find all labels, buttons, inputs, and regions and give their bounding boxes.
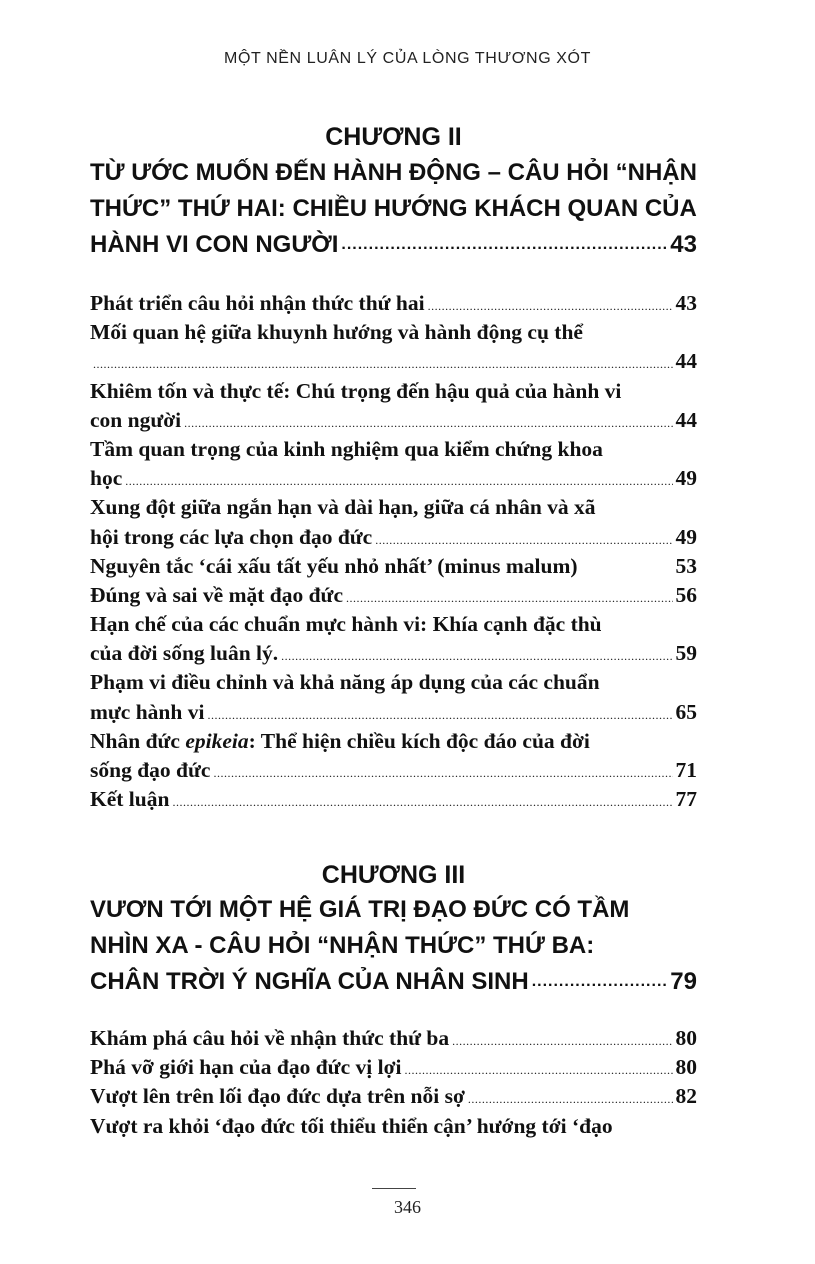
toc-entry[interactable]: Hạn chế của các chuẩn mực hành vi: Khía cạnh đặc thù (90, 612, 602, 637)
chapter-2-title (90, 155, 697, 263)
toc-entry[interactable]: Vượt lên trên lối đạo đức dựa trên nỗi sợ ..... 82 (90, 1082, 697, 1111)
page-number: 346 (394, 1197, 421, 1217)
toc-entry[interactable]: Xung đột giữa ngắn hạn và dài hạn, giữa cá nhân và xã (90, 495, 596, 520)
chapter-3-title-line-2: NHÌN XA - CÂU HỎI “NHẬN THỨC” THỨ BA: (90, 932, 595, 959)
toc-entry[interactable]: Nhân đức epikeia: Thể hiện chiều kích độc đáo của đời (90, 728, 590, 753)
toc-entry-cont[interactable]: mực hành vi ..... 65 (90, 698, 697, 727)
toc-entry[interactable]: Khám phá câu hỏi về nhận thức thứ ba ..... 80 (90, 1024, 697, 1053)
toc-entry-cont[interactable]: ..... 44 (90, 347, 697, 376)
toc-entry[interactable]: Nguyên tắc ‘cái xấu tất yếu nhỏ nhất’ (minus malum) 53 (90, 553, 697, 578)
chapter-2-title-line-1: TỪ ƯỚC MUỐN ĐẾN HÀNH ĐỘNG – CÂU HỎI “NHẬN (90, 159, 697, 186)
toc-entry-cont[interactable]: con người ..... 44 (90, 406, 697, 435)
toc-entry-cont[interactable]: học ..... 49 (90, 464, 697, 493)
toc-entry[interactable]: Tầm quan trọng của kinh nghiệm qua kiểm chứng khoa (90, 436, 603, 461)
chapter-3-title (90, 892, 697, 1000)
chapter-2-title-line-3: HÀNH VI CON NGƯỜI ..... 43 (90, 227, 697, 263)
chapter-2-title-line-2: THỨC” THỨ HAI: CHIỀU HƯỚNG KHÁCH QUAN CỦA (90, 195, 697, 222)
chapter-3-page: 79 (670, 968, 697, 995)
chapter-2-page: 43 (670, 231, 697, 258)
footer-rule (372, 1188, 416, 1189)
chapter-3-title-line-3: CHÂN TRỜI Ý NGHĨA CỦA NHÂN SINH ..... 79 (90, 964, 697, 1000)
toc-entry[interactable]: Vượt ra khỏi ‘đạo đức tối thiểu thiển cận’ hướng tới ‘đạo (90, 1113, 613, 1138)
toc-entry-cont[interactable]: hội trong các lựa chọn đạo đức ..... 49 (90, 523, 697, 552)
running-header: MỘT NỀN LUÂN LÝ CỦA LÒNG THƯƠNG XÓT (224, 50, 591, 67)
toc-entry[interactable]: Đúng và sai về mặt đạo đức ..... 56 (90, 581, 697, 610)
chapter-2-label: CHƯƠNG II (325, 123, 462, 151)
toc-entry[interactable]: Phạm vi điều chỉnh và khả năng áp dụng của các chuẩn (90, 670, 600, 695)
chapter-3-label: CHƯƠNG III (321, 861, 466, 889)
toc-entry[interactable]: Phát triển câu hỏi nhận thức thứ hai ..... 43 (90, 289, 697, 318)
toc-entry[interactable]: Phá vỡ giới hạn của đạo đức vị lợi ..... 80 (90, 1053, 697, 1082)
toc-entry[interactable]: Khiêm tốn và thực tế: Chú trọng đến hậu quả của hành vi (90, 378, 622, 403)
toc-entry-cont[interactable]: của đời sống luân lý. ..... 59 (90, 639, 697, 668)
chapter-2-entries (90, 289, 697, 814)
toc-entry-cont[interactable]: sống đạo đức ..... 71 (90, 756, 697, 785)
chapter-3-entries (90, 1024, 697, 1141)
chapter-3-title-line-1: VƯƠN TỚI MỘT HỆ GIÁ TRỊ ĐẠO ĐỨC CÓ TẦM (90, 896, 630, 923)
toc-entry[interactable]: Kết luận ..... 77 (90, 785, 697, 814)
toc-entry[interactable]: Mối quan hệ giữa khuynh hướng và hành động cụ thể (90, 320, 583, 345)
